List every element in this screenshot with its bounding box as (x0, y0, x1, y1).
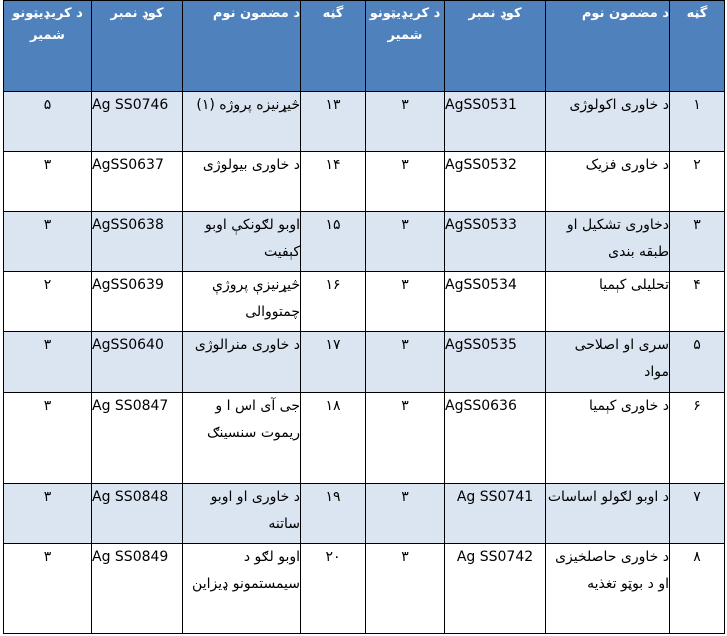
table-row (4, 92, 725, 152)
credit-count: ۳ (366, 272, 445, 332)
subject-name: د خاوری کېمیا (546, 393, 670, 484)
table-row (4, 544, 725, 634)
header-index-2: گڼه (301, 1, 366, 92)
credit-count: ۲ (4, 272, 92, 332)
subject-code: Ag SS0848 (92, 484, 183, 544)
subject-code: Ag SS0742 (445, 544, 546, 634)
credit-count: ۳ (366, 393, 445, 484)
subject-code: Ag SS0741 (445, 484, 546, 544)
header-subject-name: د مضمون نوم (546, 1, 670, 92)
row-index: ۱۵ (301, 212, 366, 272)
credit-count: ۳ (366, 484, 445, 544)
credit-count: ۳ (4, 484, 92, 544)
subject-name: د خاوری حاصلخیزی او د بوټو تغذیه (546, 544, 670, 634)
subject-code: Ag SS0847 (92, 393, 183, 484)
header-credit-number: د کریډیټونو شمیر (366, 1, 445, 92)
header-credit-number-2: د کریډیټونو شمیر (4, 1, 92, 92)
subject-name: تحلیلی کېمیا (546, 272, 670, 332)
subject-name: د خاوری او اوبو ساتنه (183, 484, 301, 544)
subject-code: AgSS0534 (445, 272, 546, 332)
header-subject-name-2: د مضمون نوم (183, 1, 301, 92)
credit-count: ۳ (4, 152, 92, 212)
credit-count: ۳ (366, 92, 445, 152)
row-index: ۸ (670, 544, 725, 634)
credit-count: ۳ (366, 544, 445, 634)
subject-name: د خاوری منرالوژی (183, 332, 301, 393)
row-index: ۱۳ (301, 92, 366, 152)
subject-name: دخاوری تشکیل او طبقه بندی (546, 212, 670, 272)
curriculum-table (3, 0, 725, 634)
header-code-number: کوډ نمبر (445, 1, 546, 92)
credit-count: ۳ (4, 544, 92, 634)
row-index: ۷ (670, 484, 725, 544)
row-index: ۶ (670, 393, 725, 484)
credit-count: ۳ (4, 393, 92, 484)
subject-code: AgSS0535 (445, 332, 546, 393)
table-row (4, 332, 725, 393)
credit-count: ۳ (366, 152, 445, 212)
row-index: ۲ (670, 152, 725, 212)
table-row (4, 212, 725, 272)
credit-count: ۵ (4, 92, 92, 152)
subject-name: د خاوری اکولوژی (546, 92, 670, 152)
row-index: ۱۹ (301, 484, 366, 544)
subject-name: څیړنیزه پروژه (۱) (183, 92, 301, 152)
subject-code: AgSS0636 (445, 393, 546, 484)
subject-code: AgSS0533 (445, 212, 546, 272)
subject-code: AgSS0531 (445, 92, 546, 152)
credit-count: ۳ (4, 332, 92, 393)
subject-name: جی آی اس ا و ریموت سنسینګ (183, 393, 301, 484)
row-index: ۲۰ (301, 544, 366, 634)
subject-name: د خاوری فزیک (546, 152, 670, 212)
subject-name: د خاوری بیولوژی (183, 152, 301, 212)
table-row (4, 272, 725, 332)
table-row (4, 393, 725, 484)
credit-count: ۳ (366, 332, 445, 393)
subject-name: څیړنیزې پروژې چمتووالی (183, 272, 301, 332)
header-index: گڼه (670, 1, 725, 92)
row-index: ۳ (670, 212, 725, 272)
row-index: ۱ (670, 92, 725, 152)
credit-count: ۳ (366, 212, 445, 272)
header-row (4, 1, 725, 92)
subject-code: AgSS0637 (92, 152, 183, 212)
subject-name: سری او اصلاحی مواد (546, 332, 670, 393)
header-code-number-2: کوډ نمبر (92, 1, 183, 92)
row-index: ۱۶ (301, 272, 366, 332)
table-row (4, 484, 725, 544)
subject-code: Ag SS0746 (92, 92, 183, 152)
row-index: ۱۷ (301, 332, 366, 393)
row-index: ۴ (670, 272, 725, 332)
subject-code: AgSS0638 (92, 212, 183, 272)
subject-code: Ag SS0849 (92, 544, 183, 634)
subject-code: AgSS0532 (445, 152, 546, 212)
row-index: ۱۴ (301, 152, 366, 212)
subject-name: اوبو لګونکې اوبو کېفیت (183, 212, 301, 272)
subject-code: AgSS0640 (92, 332, 183, 393)
subject-name: اوبو لګو د سیمستمونو ډیزاین (183, 544, 301, 634)
subject-code: AgSS0639 (92, 272, 183, 332)
row-index: ۱۸ (301, 393, 366, 484)
row-index: ۵ (670, 332, 725, 393)
credit-count: ۳ (4, 212, 92, 272)
table-row (4, 152, 725, 212)
subject-name: د اوبو لګولو اساسات (546, 484, 670, 544)
